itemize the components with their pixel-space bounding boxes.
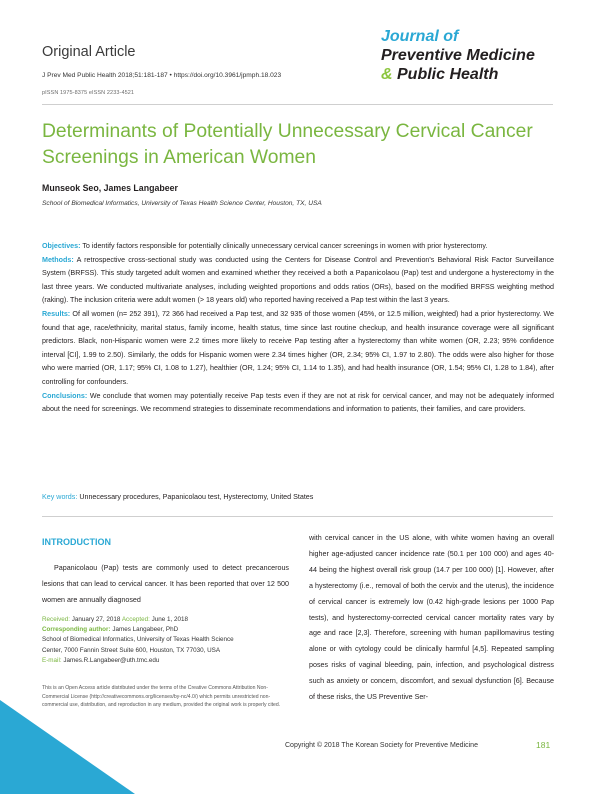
journal-ampersand: & [381,66,393,83]
journal-logo [381,27,535,84]
results-text: Of all women (n= 252 391), 72 366 had received a Pap test, and 32 935 of those women (45%, or 12.5 million, weighted) had a prior hysterectomy. We found that age, race/ethnicity, marital status, family income, health status, time since last routine checkup, and health insurance coverage were all significant predictors. Black, non-Hispanic women were 2.2 times more likely to receive Pap testing after a hysterectomy than white women (OR, 2.23; 95% confidence interval [CI], 1.99 to 2.50). Similarly, the odds for Hispanic women were 2.34 times higher (OR, 2.34; 95% CI, 1.97 to 2.80). The odds were also higher for those who were married (OR, 1.17; 95% CI, 1.08 to 1.27), healthier (OR, 1.24; 95% CI, 1.14 to 1.35), and had health insurance (OR, 1.54; 95% CI, 1.28 to 1.84), after controlling for confounders. [42,309,555,386]
email-label: E-mail: [42,656,62,664]
keywords [42,493,554,501]
address-line-1: School of Biomedical Informatics, University of Texas Health Science [42,636,234,644]
methods-text: A retrospective cross-sectional study was conducted using the Centers for Disease Control and Prevention's Behavioral Risk Factor Surveillance System (BRFSS). This study targeted adult women and examined whether they received a both a Papanicolaou (Pap) test and undergone a hysterectomy in the last three years. We conducted multivariate analyses, including weighted proportions and odds ratios (ORs), based on the modified BRFSS weighting method (raking). The inclusion criteria were adult women (> 18 years old) who reported having received a Pap test within the last 3 years. [42,255,555,305]
corner-decoration [0,700,135,794]
issn: pISSN 1975-8375 eISSN 2233-4521 [42,90,135,96]
journal-line-3: Public Health [392,66,499,83]
authors: Munseok Seo, James Langabeer [42,183,178,193]
intro-right-column: with cervical cancer in the US alone, with white women having an overall higher age-adjusted cancer incidence rate (50.1 per 100 000) and ages 40-44 being the highest overall risk group (14.7 per 100 000) [1]. However, after a hysterectomy (i.e., removal of both the cervix and the uterus), the incidence of cervical cancer is extremely low (0.42 high-grade lesions per 1000 Pap tests), and hysterectomy-corrected cervical cancer mortality rates vary by age and race [2,3]. Therefore, screening with human papillomavirus testing alone or with cytology could be clinically harmful [4,5]. Repeated sampling poses risks of vaginal bleeding, pain, infection, and psychological distress such as anxiety or concern, discomfort, and sexual dysfunction [6]. Because of these risks, the US Preventive Ser- [309,534,554,702]
abstract-objectives [42,240,554,254]
corresponding-author: James Langabeer, PhD [112,626,179,634]
conclusions-label: Conclusions: [42,391,88,400]
abstract-methods [42,254,554,308]
page-number: 181 [536,740,551,750]
journal-line-2: Preventive Medicine [381,47,535,64]
license-notice: This is an Open Access article distributed under the terms of the Creative Commons Attribution Non-Commercial License (http://creativecommons.org/licenses/by-nc/4.0/) which permits unrestricted non-commercial use, distribution, and reproduction in any medium, provided the original work is properly cited. [42,685,281,709]
citation: J Prev Med Public Health 2018;51:181-187 • https://doi.org/10.3961/jpmph.18.023 [42,72,282,79]
keywords-divider [42,516,553,517]
journal-line-1: Journal of [381,28,459,45]
received-date: January 27, 2018 [71,616,121,623]
abstract [42,240,554,417]
article-title: Determinants of Potentially Unnecessary Cervical Cancer Screenings in American Women [42,121,533,168]
abstract-results [42,308,554,390]
results-label: Results: [42,309,71,318]
affiliation: School of Biomedical Informatics, University of Texas Health Science Center, Houston, TX, USA [42,200,322,207]
conclusions-text: We conclude that women may potentially receive Pap tests even if they are not at risk for cervical cancer, and may not be adequately informed about the need for screenings. We recommend strategies to disseminate recommendations and information to patients, their families, and care providers. [42,391,554,414]
corresponding-author-label: Corresponding author: [42,626,111,634]
section-heading: INTRODUCTION [42,537,111,547]
methods-label: Methods: [42,255,74,264]
objectives-label: Objectives: [42,242,81,250]
correspondence-box [42,615,289,666]
address-line-2: Center, 7000 Fannin Street Suite 600, Houston, TX 77030, USA [42,646,221,654]
received-label: Received: [42,616,71,623]
abstract-conclusions [42,390,554,417]
header-divider [42,104,553,105]
intro-left-column: Papanicolaou (Pap) tests are commonly used to detect precancerous lesions that can lead to cervical cancer. It has been reported that over 12 500 women are annually diagnosed [42,564,289,604]
accepted-label: Accepted: [121,616,150,623]
copyright: Copyright © 2018 The Korean Society for Preventive Medicine [285,742,478,749]
keywords-text: Unnecessary procedures, Papanicolaou test, Hysterectomy, United States [79,493,314,501]
keywords-label: Key words: [42,493,78,501]
objectives-text: To identify factors responsible for potentially clinically unnecessary cervical cancer screenings in women with prior hysterectomy. [82,242,488,250]
email-address[interactable]: James.R.Langabeer@uth.tmc.edu [63,656,160,664]
accepted-date: June 1, 2018 [151,616,189,623]
article-type: Original Article [42,44,136,60]
